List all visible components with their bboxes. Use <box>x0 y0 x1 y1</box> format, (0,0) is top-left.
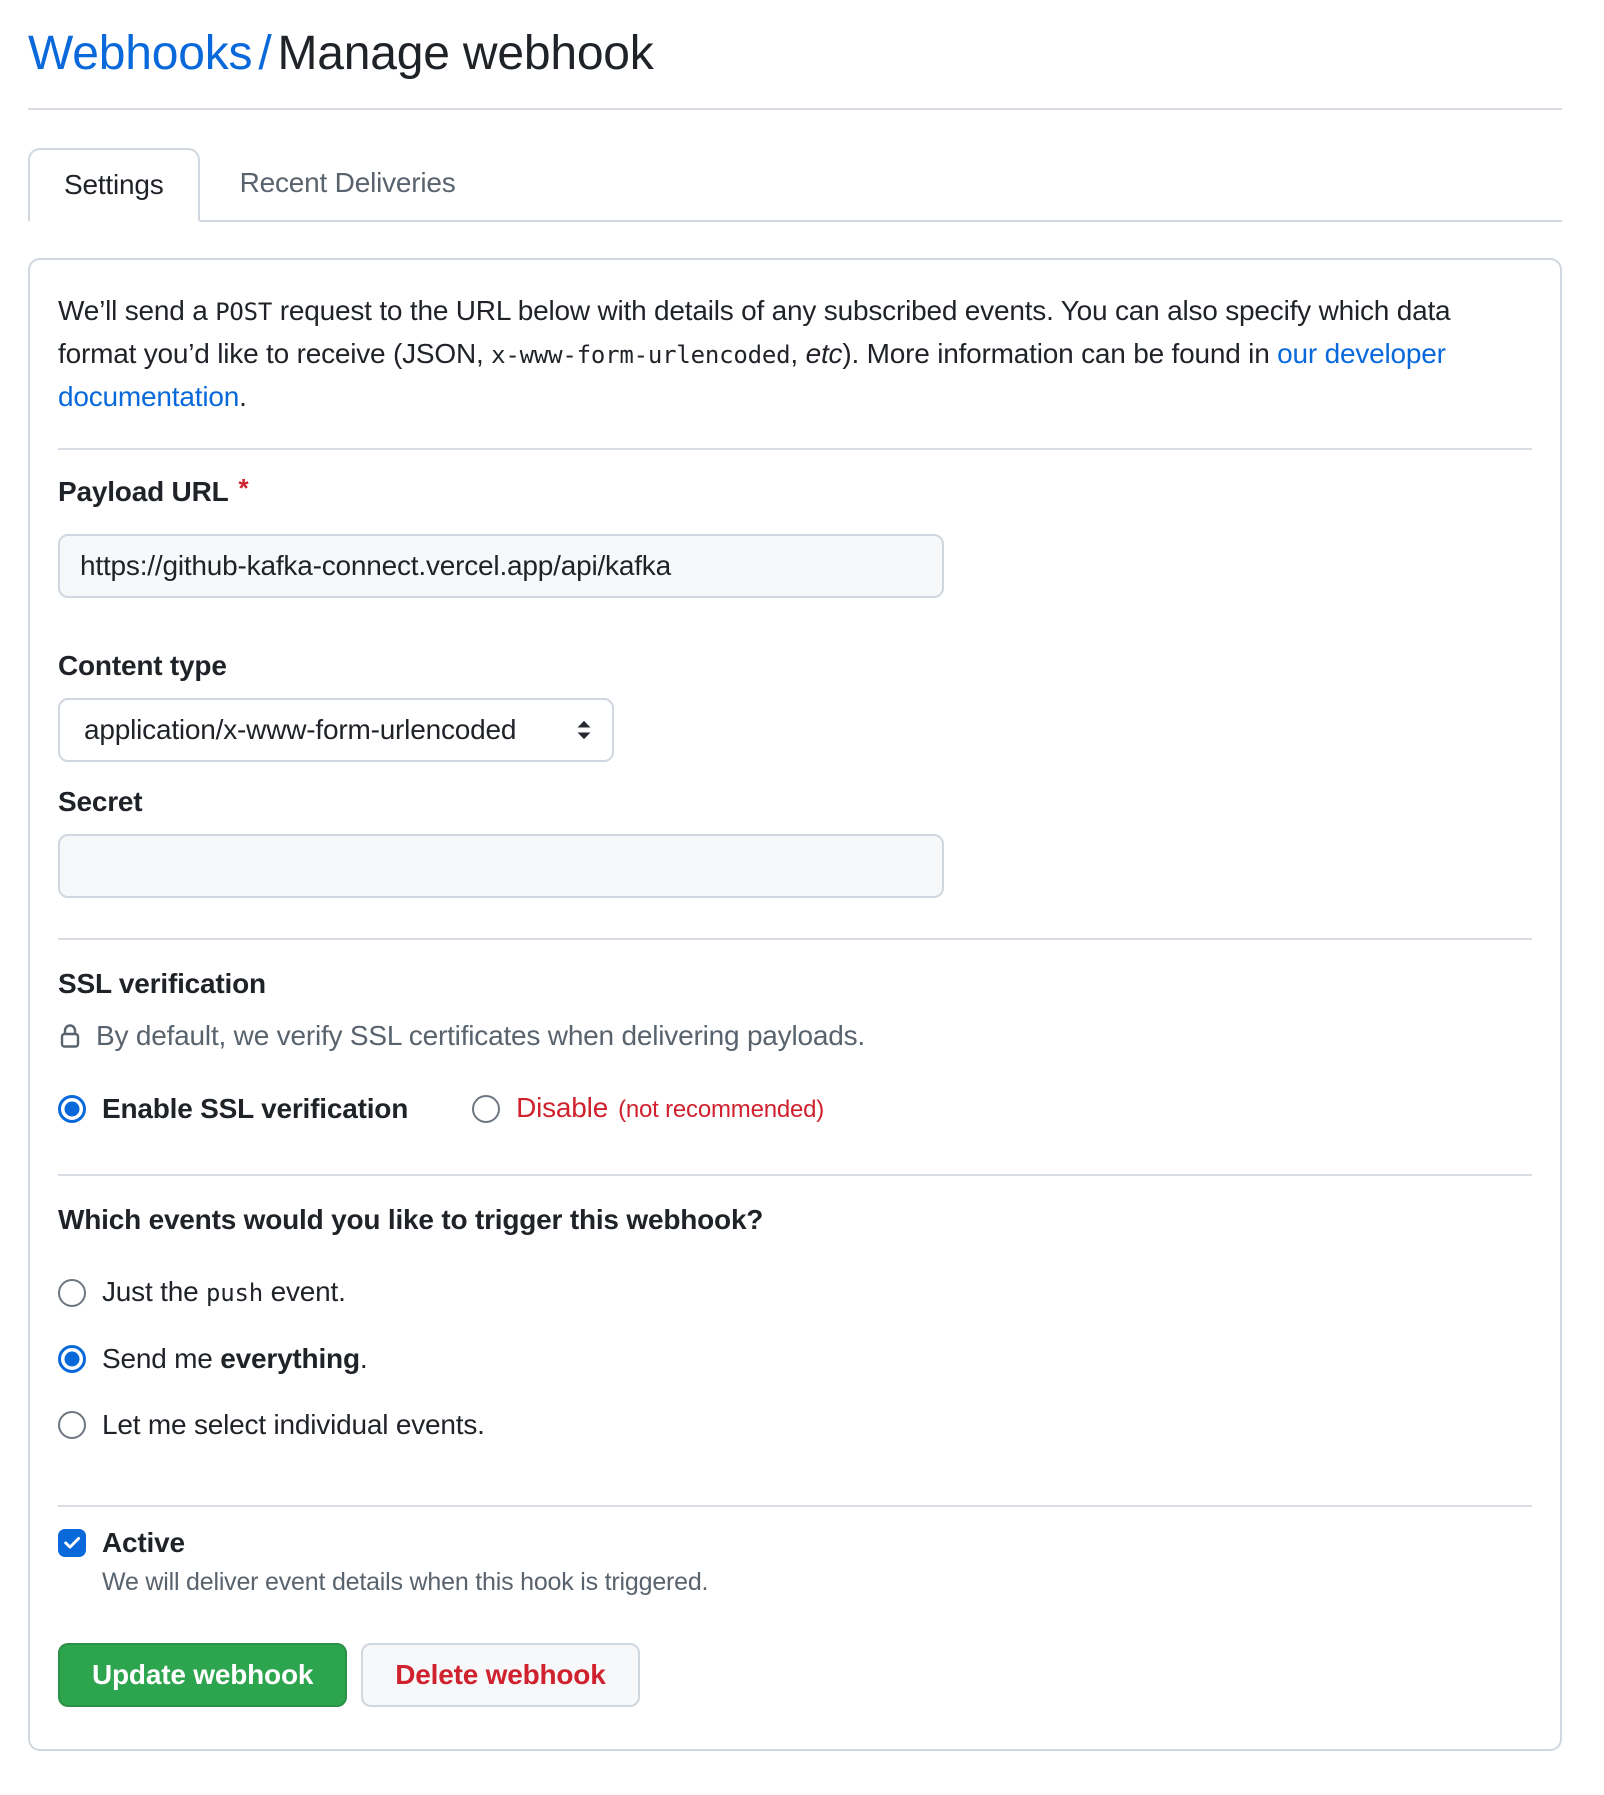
disable-ssl-label-text: Disable <box>516 1092 609 1123</box>
urlencoded-code: x-www-form-urlencoded <box>491 341 791 369</box>
send-everything-text: . <box>359 1343 368 1374</box>
intro-segment: request to the URL below with details of any subscribed events. You can also specify which data format you’d like to receive (JSON, <box>58 295 1451 369</box>
form-actions <box>58 1643 1532 1707</box>
secret-label: Secret <box>58 786 143 817</box>
header-divider <box>28 108 1562 110</box>
post-code: POST <box>215 298 273 326</box>
active-checkbox[interactable] <box>58 1529 86 1557</box>
ssl-radio-group <box>58 1090 1532 1128</box>
ssl-verification-heading: SSL verification <box>58 968 266 999</box>
intro-segment: We’ll send a <box>58 295 216 326</box>
webhook-form-panel <box>28 258 1562 1751</box>
intro-text <box>58 290 1532 418</box>
ssl-note-text: By default, we verify SSL certificates when delivering payloads. <box>96 1020 865 1051</box>
just-push-radio[interactable] <box>58 1279 86 1307</box>
tab-bar <box>28 146 1562 222</box>
intro-segment: ). More information can be found in <box>842 338 1278 369</box>
events-heading: Which events would you like to trigger this webhook? <box>58 1204 764 1235</box>
send-everything-radio[interactable] <box>58 1345 86 1373</box>
breadcrumb-separator: / <box>258 27 272 80</box>
ssl-note <box>58 1018 1532 1054</box>
active-label[interactable]: Active <box>102 1527 185 1558</box>
enable-ssl-radio[interactable] <box>58 1095 86 1123</box>
secret-input[interactable] <box>58 834 944 898</box>
payload-url-label-text: Payload URL <box>58 476 229 507</box>
send-everything-text: Send me <box>102 1343 221 1374</box>
active-row <box>58 1527 1532 1559</box>
individual-events-label[interactable]: Let me select individual events. <box>102 1409 485 1440</box>
disable-ssl-label[interactable] <box>516 1090 824 1128</box>
unfold-arrows-icon <box>572 718 596 742</box>
content-type-select[interactable] <box>58 698 614 762</box>
content-type-selected-value: application/x-www-form-urlencoded <box>84 714 517 745</box>
push-code: push <box>206 1279 264 1307</box>
just-push-text: event. <box>263 1276 346 1307</box>
just-push-text: Just the <box>102 1276 207 1307</box>
section-divider <box>58 448 1532 450</box>
not-recommended-note: (not recommended) <box>618 1096 825 1123</box>
section-divider <box>58 1505 1532 1507</box>
lock-icon <box>58 1022 82 1050</box>
breadcrumb-current: Manage webhook <box>277 27 654 80</box>
payload-url-label <box>58 474 1532 510</box>
tab-settings[interactable]: Settings <box>28 148 200 222</box>
page-title <box>28 26 1562 82</box>
event-option-individual <box>58 1407 1532 1443</box>
content-type-label: Content type <box>58 650 227 681</box>
section-divider <box>58 938 1532 940</box>
active-help-text: We will deliver event details when this hook is triggered. <box>102 1568 709 1596</box>
enable-ssl-label[interactable]: Enable SSL verification <box>102 1093 409 1124</box>
send-everything-label[interactable] <box>102 1341 367 1377</box>
event-option-just-push <box>58 1274 1532 1311</box>
individual-events-radio[interactable] <box>58 1411 86 1439</box>
tab-recent-deliveries[interactable]: Recent Deliveries <box>239 167 456 198</box>
disable-ssl-radio[interactable] <box>472 1095 500 1123</box>
checkmark-icon <box>62 1533 82 1553</box>
delete-webhook-button[interactable]: Delete webhook <box>361 1643 639 1707</box>
developer-documentation-link[interactable]: our developer documentation <box>58 338 1446 412</box>
intro-segment: , <box>790 338 806 369</box>
breadcrumb-webhooks-link[interactable]: Webhooks <box>28 27 253 80</box>
just-push-label[interactable] <box>102 1274 346 1311</box>
everything-bold: everything <box>220 1343 360 1374</box>
section-divider <box>58 1174 1532 1176</box>
event-option-everything <box>58 1341 1532 1377</box>
payload-url-input[interactable] <box>58 534 944 598</box>
etc-italic: etc <box>805 338 843 369</box>
intro-segment: . <box>239 381 247 412</box>
required-asterisk: * <box>238 473 249 503</box>
update-webhook-button[interactable]: Update webhook <box>58 1643 347 1707</box>
